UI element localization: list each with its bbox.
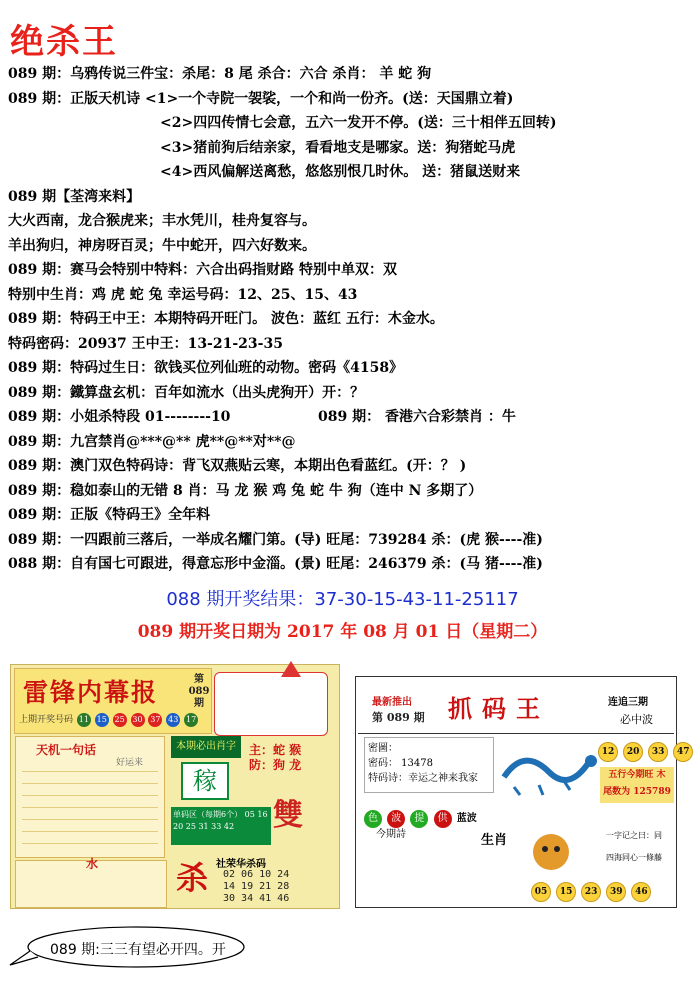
section-sub: 好运来 bbox=[116, 758, 144, 768]
tip-text: 089 期：赛马会特别中特料：六合出码指财路 特别中单双：双 bbox=[8, 262, 397, 278]
ball: 43 bbox=[166, 713, 180, 727]
tip-line bbox=[8, 332, 678, 357]
ball-row bbox=[19, 712, 198, 727]
last-result: 088 期开奖结果：37-30-15-43-11-25117 bbox=[166, 589, 519, 610]
tip-line bbox=[8, 136, 678, 161]
ball: 12 bbox=[598, 742, 618, 762]
tip-line bbox=[8, 381, 678, 406]
ball: 47 bbox=[673, 742, 693, 762]
tip-text: 089 期：九宫禁肖@***@** 虎**@**对**@ bbox=[8, 433, 296, 450]
right-line: 一字记之曰：同 bbox=[606, 831, 662, 840]
tip-line bbox=[8, 185, 678, 210]
tip-line bbox=[8, 234, 678, 259]
key-char: 稼 bbox=[181, 762, 229, 800]
shengxiao: 生肖 bbox=[481, 833, 508, 848]
kill-row: 30 34 41 46 bbox=[223, 893, 290, 904]
triangle-icon bbox=[281, 661, 301, 677]
tip-text: 089 期：小姐杀特段 01--------10 bbox=[8, 409, 231, 425]
kill-char: 杀 bbox=[176, 859, 209, 897]
tip-line bbox=[8, 454, 678, 479]
color-tags bbox=[364, 809, 477, 828]
tip-line bbox=[8, 87, 678, 112]
chase-label: 连追三期 bbox=[608, 697, 648, 708]
tip-text: 089 期【荃湾来料】 bbox=[8, 188, 141, 205]
code-box bbox=[364, 737, 494, 793]
poster-header bbox=[358, 679, 674, 734]
right-line: 四海同心一條藤 bbox=[606, 853, 662, 862]
mid-label: 本期必出肖字 bbox=[171, 736, 241, 758]
tip-line bbox=[8, 258, 678, 283]
issue: 第 089 期 bbox=[372, 711, 425, 724]
tip-text: <2>四四传情七会意，五六一发开不停。(送：三十相伴五回转) bbox=[160, 115, 557, 131]
draw-date: 089 期开奖日期为 2017 年 08 月 01 日（星期二） bbox=[137, 622, 548, 642]
ball: 11 bbox=[77, 713, 91, 727]
blank-box bbox=[214, 672, 328, 736]
tip-text: <4>西风偏解送离愁，悠悠别恨几时休。 送：猪鼠送财来 bbox=[160, 164, 521, 180]
tip-line bbox=[8, 62, 678, 87]
five-line: 尾数为 125789 bbox=[603, 787, 671, 797]
tag: 提 bbox=[410, 810, 428, 828]
five-elements bbox=[600, 767, 674, 803]
ball: 46 bbox=[631, 882, 651, 902]
tip-line bbox=[8, 160, 678, 185]
tip-text: 089 期：正版《特码王》全年料 bbox=[8, 507, 211, 523]
tip-text: 089 期：鐵算盘玄机：百年如流水（出头虎狗开）开：？ bbox=[8, 384, 365, 401]
poster-title: 抓码王 bbox=[448, 694, 550, 723]
main-fang bbox=[249, 743, 301, 773]
color-right: 蓝波 bbox=[456, 813, 477, 824]
ball: 20 bbox=[623, 742, 643, 762]
top-balls bbox=[598, 739, 693, 762]
ball: 39 bbox=[606, 882, 626, 902]
tip-text: 089 期：特码过生日：欲钱买位列仙班的动物。密码《4158》 bbox=[8, 360, 404, 376]
code-line: 密圖： bbox=[368, 743, 398, 754]
tip-line bbox=[8, 307, 678, 332]
ball: 05 bbox=[531, 882, 551, 902]
tip-text: 羊出狗归，神房呀百灵；牛中蛇开，四六好数来。 bbox=[8, 237, 316, 254]
tip-text: 大火西南，龙合猴虎来；丰水凭川，桂舟复容与。 bbox=[8, 213, 316, 229]
code-line: 特码诗：幸运之神来我家 bbox=[368, 773, 478, 784]
poster-zhuamawang bbox=[355, 676, 690, 908]
tip-line bbox=[8, 430, 678, 455]
code-line: 密码： 13478 bbox=[368, 758, 433, 769]
tip-text: 089 期：澳门双色特码诗：背飞双燕贴云寒，本期出色看蓝红。(开：？ ) bbox=[8, 458, 467, 474]
kill-title: 社荣华杀码 bbox=[216, 859, 266, 870]
wave-label: 必中波 bbox=[620, 713, 653, 726]
tip-text: 089 期：特码王中王：本期特码开旺门。 波色：蓝红 五行：木金水。 bbox=[8, 311, 444, 327]
tip-text: 特码密码：20937 王中王：13-21-23-35 bbox=[8, 335, 283, 352]
section-title: 天机一句话 bbox=[36, 743, 97, 757]
fang-label: 防：狗 龙 bbox=[249, 758, 302, 772]
section-water bbox=[15, 857, 167, 908]
poster-issue: 第089期 bbox=[188, 674, 210, 709]
double-char: 雙 bbox=[273, 798, 303, 833]
ball: 23 bbox=[581, 882, 601, 902]
ball: 30 bbox=[131, 713, 145, 727]
single-code-area: 单码区（每期6个） 05 16 20 25 31 33 42 bbox=[171, 807, 271, 845]
tag: 波 bbox=[387, 810, 405, 828]
ball: 25 bbox=[113, 713, 127, 727]
ball: 37 bbox=[148, 713, 162, 727]
tip-text: 特别中生肖：鸡 虎 蛇 兔 幸运号码：12、25、15、43 bbox=[8, 286, 358, 303]
ball: 15 bbox=[556, 882, 576, 902]
tag: 供 bbox=[434, 810, 452, 828]
tip-line bbox=[8, 209, 678, 234]
tip-text: 089 期：乌鸦传说三件宝：杀尾：8 尾 杀合：六合 杀肖： 羊 蛇 狗 bbox=[8, 66, 432, 82]
tip-line bbox=[8, 479, 678, 504]
tip-text: 089 期：稳如泰山的无错 8 肖：马 龙 猴 鸡 兔 蛇 牛 狗（连中 N 多期了） bbox=[8, 482, 483, 499]
monkey-icon bbox=[521, 827, 581, 877]
right-text bbox=[606, 825, 662, 869]
water-title: 水 bbox=[86, 857, 99, 871]
poster-name: 雷锋内幕报 bbox=[23, 678, 159, 707]
tag: 色 bbox=[364, 810, 382, 828]
tip-line bbox=[8, 111, 678, 136]
tip-text: 089 期：一四跟前三落后，一举成名耀门第。(导) 旺尾：739284 杀：(虎 猴----准) bbox=[8, 531, 543, 548]
page-title: 绝杀王 bbox=[10, 22, 118, 62]
bottom-balls bbox=[531, 879, 651, 902]
ball: 33 bbox=[648, 742, 668, 762]
tip-line bbox=[8, 405, 678, 430]
tip-line bbox=[8, 552, 678, 577]
bubble-text: 089 期:三三有望必开四。开 bbox=[50, 942, 226, 958]
ball: 17 bbox=[184, 713, 198, 727]
dragon-icon bbox=[494, 737, 604, 807]
section-one-line bbox=[15, 736, 165, 858]
poster-header bbox=[14, 668, 212, 734]
kill-nums bbox=[223, 869, 289, 905]
poem-title: 今期詩 bbox=[376, 829, 406, 840]
tip-text: 089 期：正版天机诗 <1>一个寺院一袈裟，一个和尚一份齐。(送：天国鼎立着) bbox=[8, 90, 514, 107]
main-label: 主：蛇 猴 bbox=[249, 743, 302, 757]
tip-line bbox=[8, 503, 678, 528]
tip-line bbox=[8, 283, 678, 308]
balls-label: 上期开奖号码 bbox=[19, 715, 74, 725]
tips-list bbox=[8, 62, 678, 577]
tip-text: <3>猪前狗后结亲家，看看地支是哪家。送：狗猪蛇马虎 bbox=[160, 139, 516, 156]
tip-text: 088 期：自有国七可跟进，得意忘形中金淄。(景) 旺尾：246379 杀：(马 猪----准) bbox=[8, 556, 543, 572]
new-label: 最新推出 bbox=[372, 697, 412, 708]
five-line: 五行今期旺 木 bbox=[608, 770, 666, 780]
tip-line bbox=[8, 528, 678, 553]
poster-leifeng bbox=[10, 664, 340, 909]
kill-row: 02 06 10 24 bbox=[223, 869, 290, 880]
kill-row: 14 19 21 28 bbox=[223, 881, 290, 892]
ball: 15 bbox=[95, 713, 109, 727]
tip-right: 089 期： 香港六合彩禁肖 ：牛 bbox=[318, 409, 516, 425]
tip-line bbox=[8, 356, 678, 381]
